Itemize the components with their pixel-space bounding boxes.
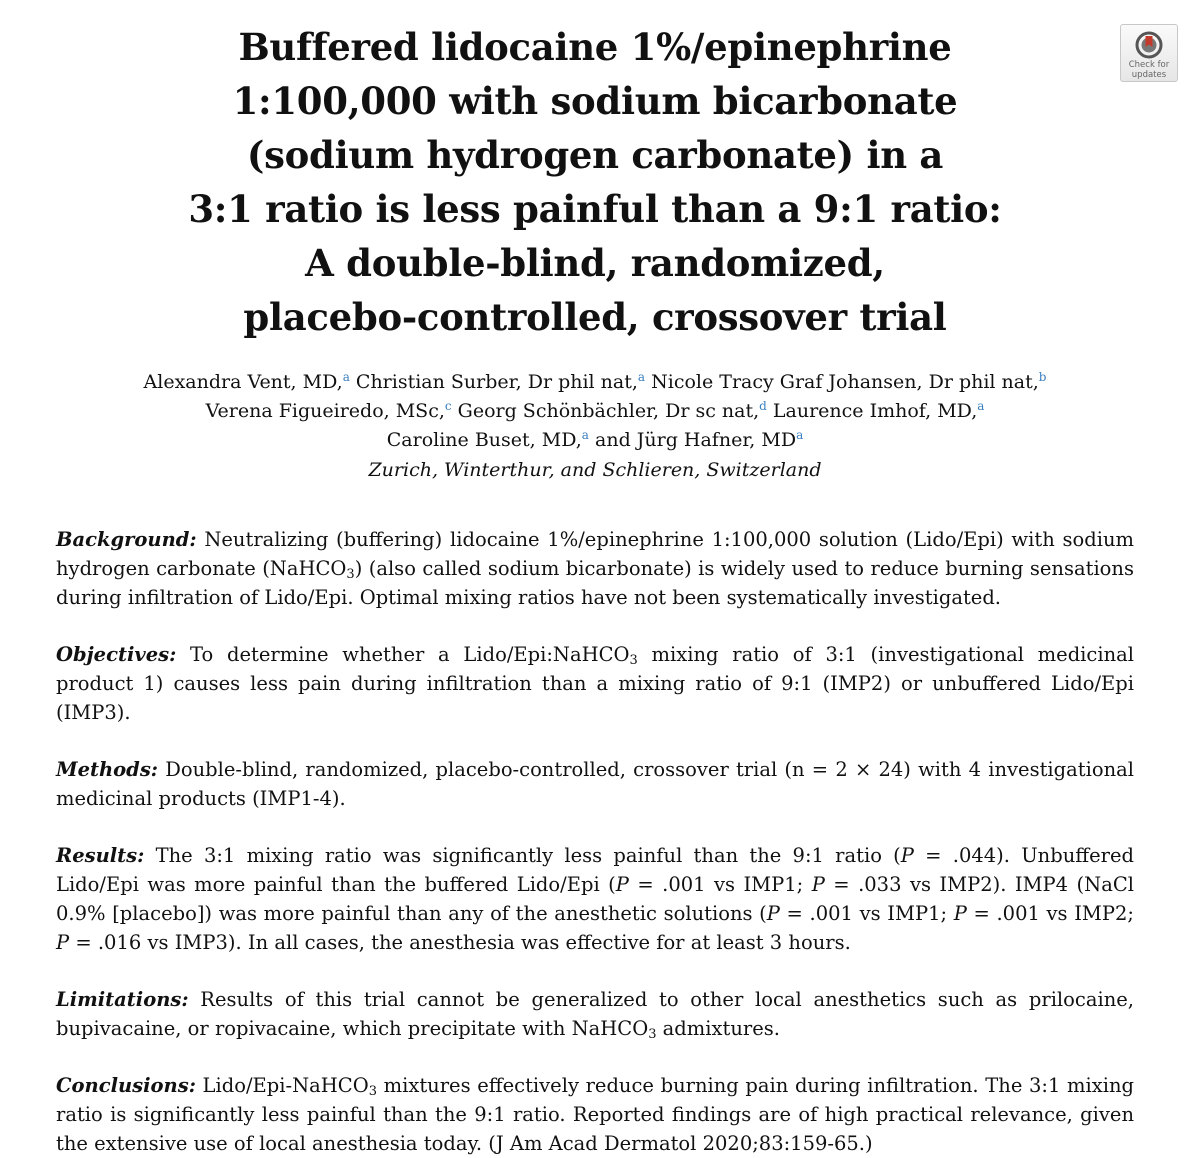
title-line: A double-blind, randomized,	[305, 241, 885, 285]
section-text: mixing ratio of 3:1 (investigational medicinal product 1) causes less pain during infiltration than a mixing ratio of 9:1 (IMP2) or unbuffered Lido/Epi (IMP3).	[56, 643, 1134, 724]
abstract-background	[56, 525, 1134, 612]
author-name: and Jürg Hafner, MD	[595, 429, 797, 451]
affiliation-mark[interactable]: a	[581, 428, 589, 442]
section-text: )	[865, 1132, 873, 1155]
section-text: Lido/Epi-NaHCO	[195, 1074, 369, 1097]
subscript: 3	[629, 653, 638, 668]
section-text: Results of this trial cannot be generalized to other local anesthetics such as prilocaine, bupivacaine, or ropivacaine, which precipitate with NaHCO	[56, 988, 1134, 1040]
author-line	[40, 397, 1150, 426]
section-text: The 3:1 mixing ratio was significantly less painful than the 9:1 ratio (	[144, 844, 901, 867]
author-name: Nicole Tracy Graf Johansen, Dr phil nat,	[651, 371, 1039, 393]
affiliation-mark[interactable]: d	[759, 399, 767, 413]
section-label: Results:	[56, 844, 145, 867]
author-name: Christian Surber, Dr phil nat,	[355, 371, 638, 393]
abstract-results	[56, 841, 1134, 957]
title-line: 1:100,000 with sodium bicarbonate	[232, 79, 958, 123]
p-value-symbol: P	[811, 873, 825, 896]
affiliation-mark[interactable]: c	[444, 399, 452, 413]
affiliation-mark[interactable]: b	[1038, 370, 1047, 384]
section-text: = .033 vs IMP2). IMP4 (NaCl 0.9% [placebo]) was more painful than any of the anesthetic solutions (	[56, 873, 1134, 925]
abstract-conclusions	[56, 1071, 1134, 1158]
section-label: Background:	[56, 528, 197, 551]
author-name: Verena Figueiredo, MSc,	[205, 400, 445, 422]
badge-label: updates	[1131, 70, 1167, 80]
paper-title	[100, 20, 1090, 344]
author-line	[40, 368, 1150, 397]
journal-citation: J Am Acad Dermatol 2020;83:159-65.	[495, 1132, 865, 1155]
author-line	[40, 426, 1150, 455]
author-location: Zurich, Winterthur, and Schlieren, Switzerland	[368, 459, 822, 481]
author-name: Georg Schönbächler, Dr sc nat,	[457, 400, 760, 422]
section-text: mixtures effectively reduce burning pain during infiltration. The 3:1 mixing ratio is significantly less painful than the 9:1 ratio. Reported findings are of high practical relevance, given the extensive use of local anesthesia today. (	[56, 1074, 1135, 1155]
section-text: To determine whether a Lido/Epi:NaHCO	[176, 643, 630, 666]
section-text: = .001 vs IMP2;	[966, 902, 1134, 925]
section-label: Conclusions:	[56, 1074, 196, 1097]
section-text: = .016 vs IMP3). In all cases, the anesthesia was effective for at least 3 hours.	[69, 931, 851, 954]
subscript: 3	[368, 1084, 377, 1099]
abstract	[56, 525, 1134, 1158]
affiliation-mark[interactable]: a	[342, 370, 350, 384]
section-text: Neutralizing (buffering) lidocaine 1%/epinephrine 1:100,000 solution (Lido/Epi) with sodium hydrogen carbonate (NaHCO	[56, 528, 1134, 580]
affiliation-mark[interactable]: a	[977, 399, 985, 413]
section-label: Objectives:	[56, 643, 177, 666]
subscript: 3	[346, 567, 355, 582]
title-line: 3:1 ratio is less painful than a 9:1 ratio:	[188, 187, 1002, 231]
author-name: Caroline Buset, MD,	[386, 429, 582, 451]
section-text: = .044). Unbuffered Lido/Epi was more painful than the buffered Lido/Epi (	[56, 844, 1134, 896]
author-list	[40, 368, 1150, 485]
author-name: Laurence Imhof, MD,	[772, 400, 978, 422]
abstract-objectives	[56, 640, 1134, 727]
section-text: ) (also called sodium bicarbonate) is widely used to reduce burning sensations during infiltration of Lido/Epi. Optimal mixing ratios have not been systematically investigated.	[56, 557, 1134, 609]
section-text: admixtures.	[656, 1017, 780, 1040]
section-label: Limitations:	[56, 988, 189, 1011]
affiliation-mark[interactable]: a	[796, 428, 804, 442]
subscript: 3	[648, 1027, 657, 1042]
section-text: = .001 vs IMP1;	[779, 902, 954, 925]
abstract-limitations	[56, 985, 1134, 1043]
title-line: Buffered lidocaine 1%/epinephrine	[238, 25, 952, 69]
p-value-symbol: P	[766, 902, 780, 925]
section-label: Methods:	[56, 758, 158, 781]
title-line: (sodium hydrogen carbonate) in a	[246, 133, 944, 177]
p-value-symbol: P	[900, 844, 914, 867]
title-line: placebo-controlled, crossover trial	[243, 295, 947, 339]
section-text: = .001 vs IMP1;	[628, 873, 812, 896]
author-name: Alexandra Vent, MD,	[143, 371, 343, 393]
abstract-methods	[56, 755, 1134, 813]
check-for-updates-button[interactable]	[1120, 24, 1178, 82]
badge-label: Check for	[1128, 60, 1170, 70]
p-value-symbol: P	[56, 931, 70, 954]
section-text: Double-blind, randomized, placebo-controlled, crossover trial (n = 2 × 24) with 4 investigational medicinal products (IMP1-4).	[56, 758, 1134, 810]
p-value-symbol: P	[615, 873, 629, 896]
bookmark-update-icon	[1134, 30, 1164, 60]
p-value-symbol: P	[953, 902, 967, 925]
affiliation-mark[interactable]: a	[637, 370, 646, 384]
